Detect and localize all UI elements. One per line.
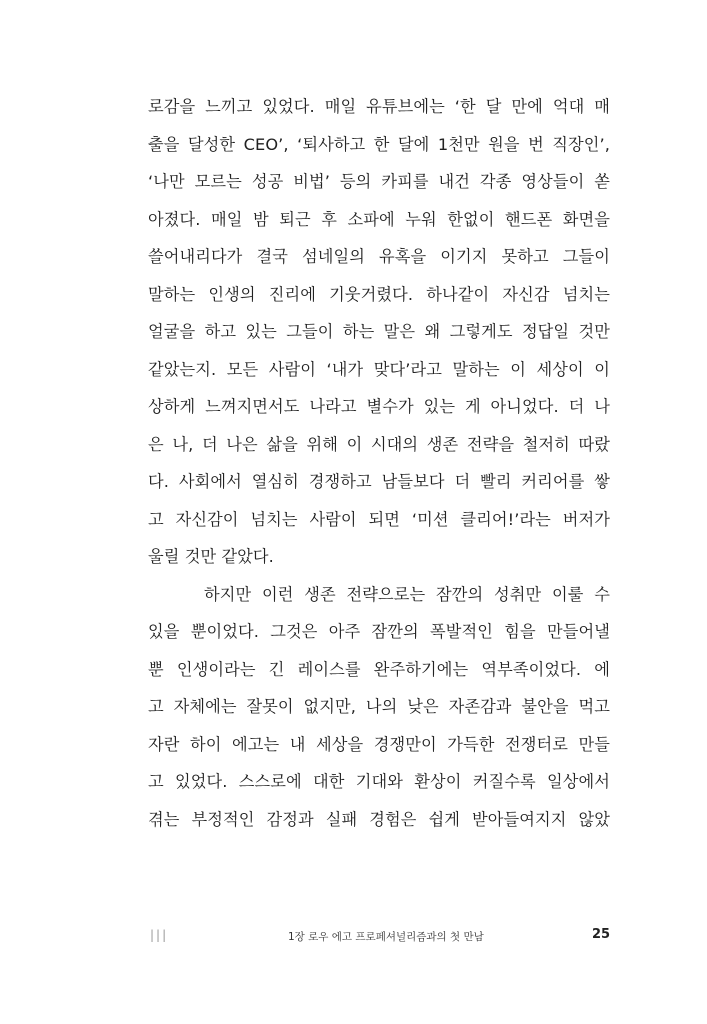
text-line: 고 자체에는 잘못이 없지만, 나의 낮은 자존감과 불안을 먹고	[148, 697, 610, 716]
text-line: 얼굴을 하고 있는 그들이 하는 말은 왜 그렇게도 정답일 것만	[148, 322, 610, 341]
footer-marks: |||	[150, 928, 169, 942]
text-line: 자란 하이 에고는 내 세상을 경쟁만이 가득한 전쟁터로 만들	[148, 734, 610, 754]
chapter-title: 1장 로우 에고 프로페셔널리즘과의 첫 만남	[288, 931, 484, 943]
text-line: 뿐 인생이라는 긴 레이스를 완주하기에는 역부족이었다. 에	[148, 659, 610, 679]
text-line: 있을 뿐이었다. 그것은 아주 잠깐의 폭발적인 힘을 만들어낼	[148, 622, 610, 641]
text-line: 고 자신감이 넘치는 사람이 되면 ‘미션 클리어!’라는 버저가	[148, 509, 610, 529]
text-line: 은 나, 더 나은 삶을 위해 이 시대의 생존 전략을 철저히 따랐	[148, 434, 610, 454]
text-line: 고 있었다. 스스로에 대한 기대와 환상이 커질수록 일상에서	[148, 772, 610, 791]
paragraph-1	[148, 88, 610, 576]
page-footer	[0, 926, 707, 946]
text-line: 겪는 부정적인 감정과 실패 경험은 쉽게 받아들여지지 않았	[148, 809, 610, 829]
paragraph-2	[148, 576, 610, 839]
text-line: 로감을 느끼고 있었다. 매일 유튜브에는 ‘한 달 만에 억대 매	[148, 97, 610, 116]
text-line: 아졌다. 매일 밤 퇴근 후 소파에 누워 한없이 핸드폰 화면을	[148, 209, 610, 229]
text-line: ‘나만 모르는 성공 비법’ 등의 카피를 내건 각종 영상들이 쏟	[148, 172, 610, 191]
text-line: 말하는 인생의 진리에 기웃거렸다. 하나같이 자신감 넘치는	[148, 284, 610, 304]
text-line: 같았는지. 모든 사람이 ‘내가 맞다’라고 말하는 이 세상이 이	[148, 359, 610, 379]
body-text	[148, 88, 610, 838]
page-number: 25	[592, 927, 611, 942]
text-line: 출을 달성한 CEO’, ‘퇴사하고 한 달에 1천만 원을 번 직장인’,	[148, 134, 610, 154]
text-line: 상하게 느껴지면서도 나라고 별수가 있는 게 아니었다. 더 나	[148, 397, 610, 416]
text-line: 쓸어내리다가 결국 섬네일의 유혹을 이기지 못하고 그들이	[148, 247, 610, 266]
text-line: 울릴 것만 같았다.	[148, 547, 274, 566]
text-line: 하지만 이런 생존 전략으로는 잠깐의 성취만 이룰 수	[204, 584, 610, 604]
text-line: 다. 사회에서 열심히 경쟁하고 남들보다 더 빨리 커리어를 쌓	[148, 472, 610, 491]
